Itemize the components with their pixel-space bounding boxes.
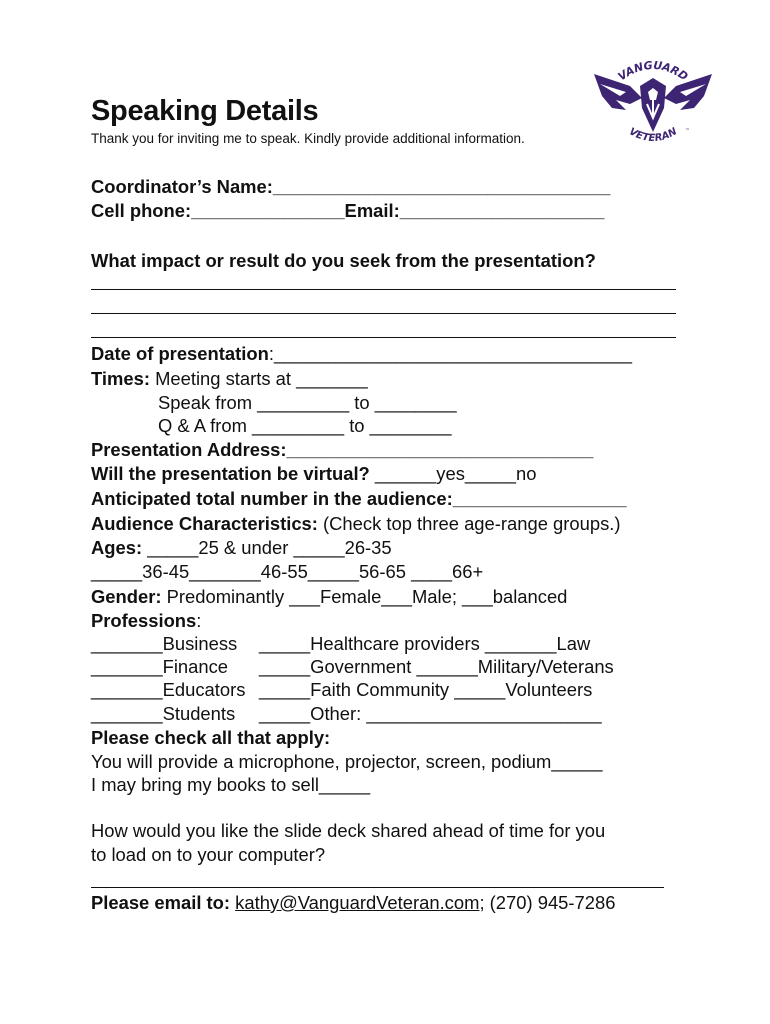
contact-row: [91, 892, 615, 914]
logo-top-text: VANGUARD: [615, 58, 691, 84]
date-field[interactable]: ___________________________________: [273, 343, 632, 364]
ages-options-1[interactable]: _____25 & under _____26-35: [142, 537, 392, 558]
gender-options[interactable]: Predominantly ___Female___Male; ___balanced: [161, 586, 568, 607]
impact-answer-line-1[interactable]: [91, 289, 676, 290]
date-row: [91, 343, 632, 365]
profession-option[interactable]: _____Healthcare providers _______Law: [259, 633, 591, 654]
contact-email-link[interactable]: kathy@VanguardVeteran.com: [235, 892, 480, 913]
address-field[interactable]: ______________________________: [286, 439, 594, 460]
ages-label: Ages:: [91, 537, 143, 558]
qa-time-field[interactable]: Q & A from _________ to ________: [158, 415, 452, 436]
audience-count-label: Anticipated total number in the audience:: [91, 488, 453, 509]
contact-label: Please email to:: [91, 892, 231, 913]
professions-heading: [91, 610, 201, 632]
cell-email-row: [91, 200, 604, 222]
email-label: Email:: [344, 200, 400, 221]
professions-colon: :: [196, 610, 202, 631]
virtual-label: Will the presentation be virtual?: [91, 463, 370, 484]
profession-option[interactable]: _____Other: _______________________: [259, 703, 602, 724]
date-colon: :: [268, 343, 274, 364]
gender-label: Gender:: [91, 586, 162, 607]
impact-answer-line-3[interactable]: [91, 337, 676, 338]
vanguard-veteran-logo: [590, 52, 716, 154]
ages-row-1: [91, 537, 392, 559]
profession-option[interactable]: _______Students: [91, 703, 236, 724]
page-subtitle: Thank you for inviting me to speak. Kindly provide additional information.: [91, 131, 525, 146]
meeting-start-field[interactable]: Meeting starts at _______: [149, 368, 368, 389]
times-row: [91, 368, 368, 390]
coordinator-name-label: Coordinator’s Name:: [91, 176, 273, 197]
audience-count-field[interactable]: _________________: [452, 488, 627, 509]
slide-deck-question-line-2: to load on to your computer?: [91, 844, 326, 865]
ages-options-2[interactable]: _____36-45_______46-55_____56-65 ____66+: [91, 561, 484, 582]
virtual-options[interactable]: ______yes_____no: [369, 463, 537, 484]
email-field[interactable]: ____________________: [399, 200, 605, 221]
impact-question: What impact or result do you seek from the presentation?: [91, 250, 596, 271]
speak-time-field[interactable]: Speak from _________ to ________: [158, 392, 457, 413]
address-row: [91, 439, 593, 461]
date-label: Date of presentation: [91, 343, 269, 364]
audience-count-row: [91, 488, 627, 510]
profession-option[interactable]: _______Educators: [91, 679, 246, 700]
logo-trademark: ™: [685, 128, 690, 134]
address-label: Presentation Address:: [91, 439, 287, 460]
coordinator-name-row: [91, 176, 610, 198]
profession-option[interactable]: _______Finance: [91, 656, 229, 677]
page-title: Speaking Details: [91, 95, 319, 127]
cell-phone-field[interactable]: _______________: [191, 200, 345, 221]
check-all-heading: Please check all that apply:: [91, 727, 331, 748]
cell-phone-label: Cell phone:: [91, 200, 192, 221]
books-check-field[interactable]: I may bring my books to sell_____: [91, 774, 371, 795]
characteristics-row: [91, 513, 621, 535]
profession-option[interactable]: _____Government ______Military/Veterans: [259, 656, 614, 677]
profession-option[interactable]: _____Faith Community _____Volunteers: [259, 679, 593, 700]
profession-option[interactable]: _______Business: [91, 633, 238, 654]
logo-bottom-text: VETERAN: [627, 126, 679, 145]
contact-phone: (270) 945-7286: [489, 892, 616, 913]
coordinator-name-field[interactable]: _________________________________: [272, 176, 611, 197]
virtual-row: [91, 463, 537, 485]
professions-label: Professions: [91, 610, 197, 631]
slide-deck-answer-line[interactable]: [91, 887, 664, 888]
impact-answer-line-2[interactable]: [91, 313, 676, 314]
gender-row: [91, 586, 567, 608]
times-label: Times:: [91, 368, 150, 389]
slide-deck-question-line-1: How would you like the slide deck shared ahead of time for you: [91, 820, 606, 841]
equipment-check-field[interactable]: You will provide a microphone, projector, screen, podium_____: [91, 751, 603, 772]
characteristics-label: Audience Characteristics:: [91, 513, 318, 534]
contact-separator: ;: [479, 892, 490, 913]
characteristics-note: (Check top three age-range groups.): [317, 513, 621, 534]
